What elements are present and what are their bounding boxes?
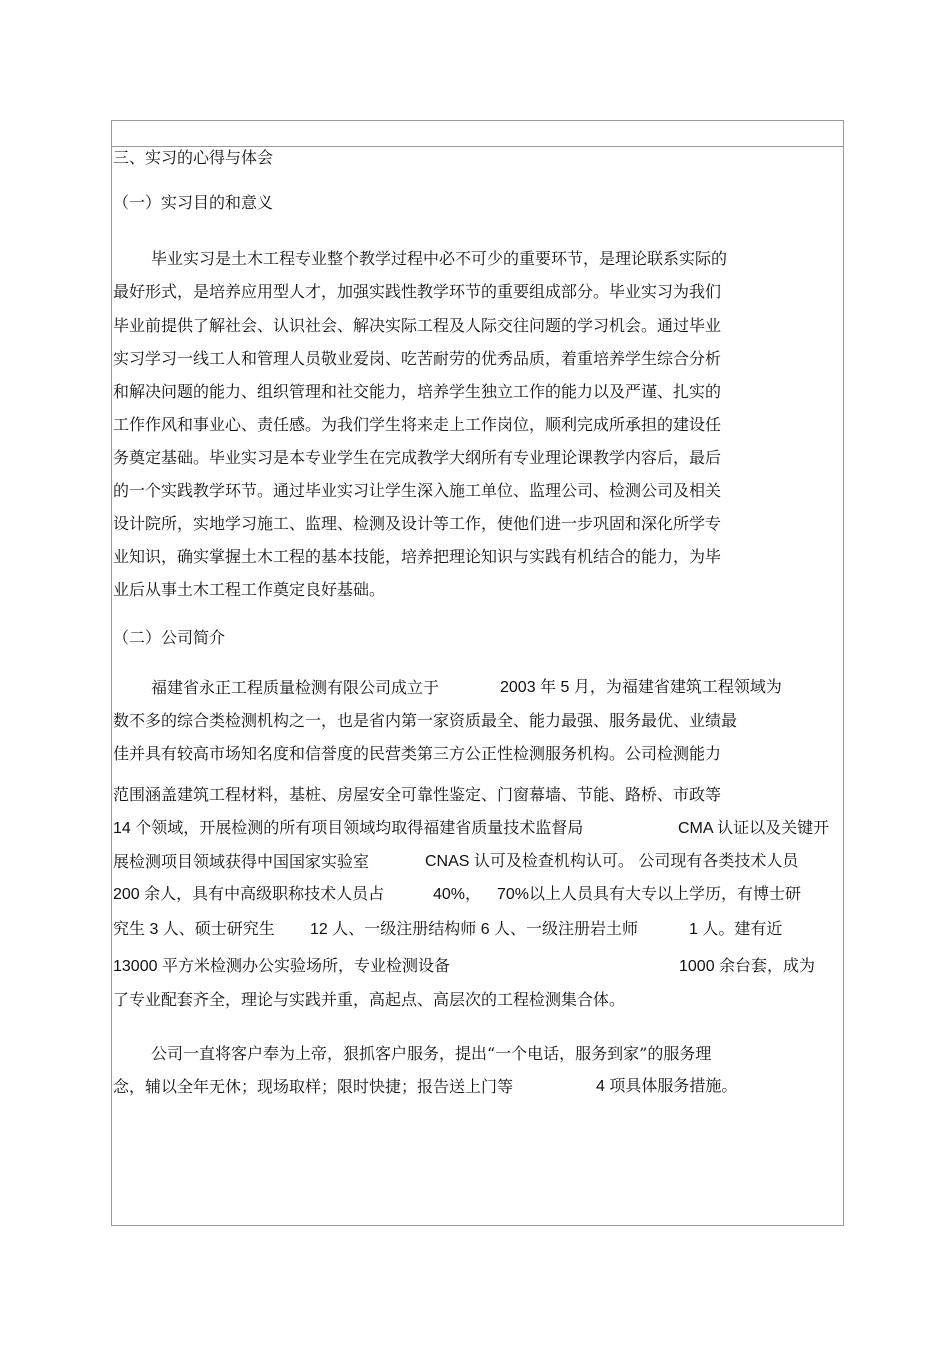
part1-line: 业后从事土木工程工作奠定良好基础。 <box>113 580 386 599</box>
section-title: 三、实习的心得与体会 <box>113 148 274 167</box>
part1-line: 最好形式，是培养应用型人才，加强实践性教学环节的重要组成部分。毕业实习为我们 <box>113 282 722 301</box>
part2-line: CMA 认证以及关键开 <box>678 820 830 837</box>
part2-line: 1 人。建有近 <box>689 921 783 938</box>
part2-line: 2003 年 5 月，为福建省建筑工程领域为 <box>500 679 782 696</box>
part1-line: 毕业实习是土木工程专业整个教学过程中必不可少的重要环节，是理论联系实际的 <box>151 249 728 268</box>
part1-heading: （一）实习目的和意义 <box>113 193 274 212</box>
part1-line: 的一个实践教学环节。通过毕业实习让学生深入施工单位、监理公司、检测公司及相关 <box>113 481 722 500</box>
part2-line: 展检测项目领域获得中国国家实验室 <box>113 852 370 871</box>
part1-line: 工作作风和事业心、责任感。为我们学生将来走上工作岗位，顺利完成所承担的建设任 <box>113 415 722 434</box>
part2-line: 范围涵盖建筑工程材料，基桩、房屋安全可靠性鉴定、门窗幕墙、节能、路桥、市政等 <box>113 785 722 804</box>
part2-heading: （二）公司简介 <box>113 628 226 647</box>
part2-line: CNAS 认可及检查机构认可。 公司现有各类技术人员 <box>425 853 799 870</box>
part2-line: 数不多的综合类检测机构之一，也是省内第一家资质最全、能力最强、服务最优、业绩最 <box>113 711 738 730</box>
part2-line: 70%以上人员具有大专以上学历，有博士研 <box>497 886 802 903</box>
part1-line: 毕业前提供了解社会、认识社会、解决实际工程及人际交往问题的学习机会。通过毕业 <box>113 316 722 335</box>
part1-line: 和解决问题的能力、组织管理和社交能力，培养学生独立工作的能力以及严谨、扎实的 <box>113 382 722 401</box>
part1-line: 实习学习一线工人和管理人员敬业爱岗、吃苦耐劳的优秀品质，着重培养学生综合分析 <box>113 349 722 368</box>
part2-line: 40%， <box>433 886 482 903</box>
part1-line: 设计院所，实地学习施工、监理、检测及设计等工作，使他们进一步巩固和深化所学专 <box>113 514 722 533</box>
part2-line: 12 人、一级注册结构师 6 人、一级注册岩土师 <box>310 921 639 938</box>
part2-line: 14 个领域，开展检测的所有项目领域均取得福建省质量技术监督局 <box>113 820 584 837</box>
part2-line: 200 余人，具有中高级职称技术人员占 <box>113 886 385 903</box>
part2-line: 了专业配套齐全，理论与实践并重，高起点、高层次的工程检测集合体。 <box>113 990 626 1009</box>
part2-line: 佳并具有较高市场知名度和信誉度的民营类第三方公正性检测服务机构。公司检测能力 <box>113 744 722 763</box>
part2-line: 13000 平方米检测办公实验场所，专业检测设备 <box>113 958 450 975</box>
part2-line: 1000 余台套，成为 <box>679 958 816 975</box>
part1-line: 业知识，确实掌握土木工程的基本技能，培养把理论知识与实践有机结合的能力，为毕 <box>113 547 722 566</box>
part2-line: 4 项具体服务措施。 <box>596 1078 738 1095</box>
part2-line: 公司一直将客户奉为上帝，狠抓客户服务，提出“一个电话，服务到家”的服务理 <box>151 1044 712 1063</box>
part2-line: 念，辅以全年无休；现场取样；限时快捷；报告送上门等 <box>113 1077 514 1096</box>
part2-line: 究生 3 人、硕士研究生 <box>113 921 275 938</box>
part2-line: 福建省永正工程质量检测有限公司成立于 <box>151 678 440 697</box>
part1-line: 务奠定基础。毕业实习是本专业学生在完成教学大纲所有专业理论课教学内容后，最后 <box>113 448 722 467</box>
